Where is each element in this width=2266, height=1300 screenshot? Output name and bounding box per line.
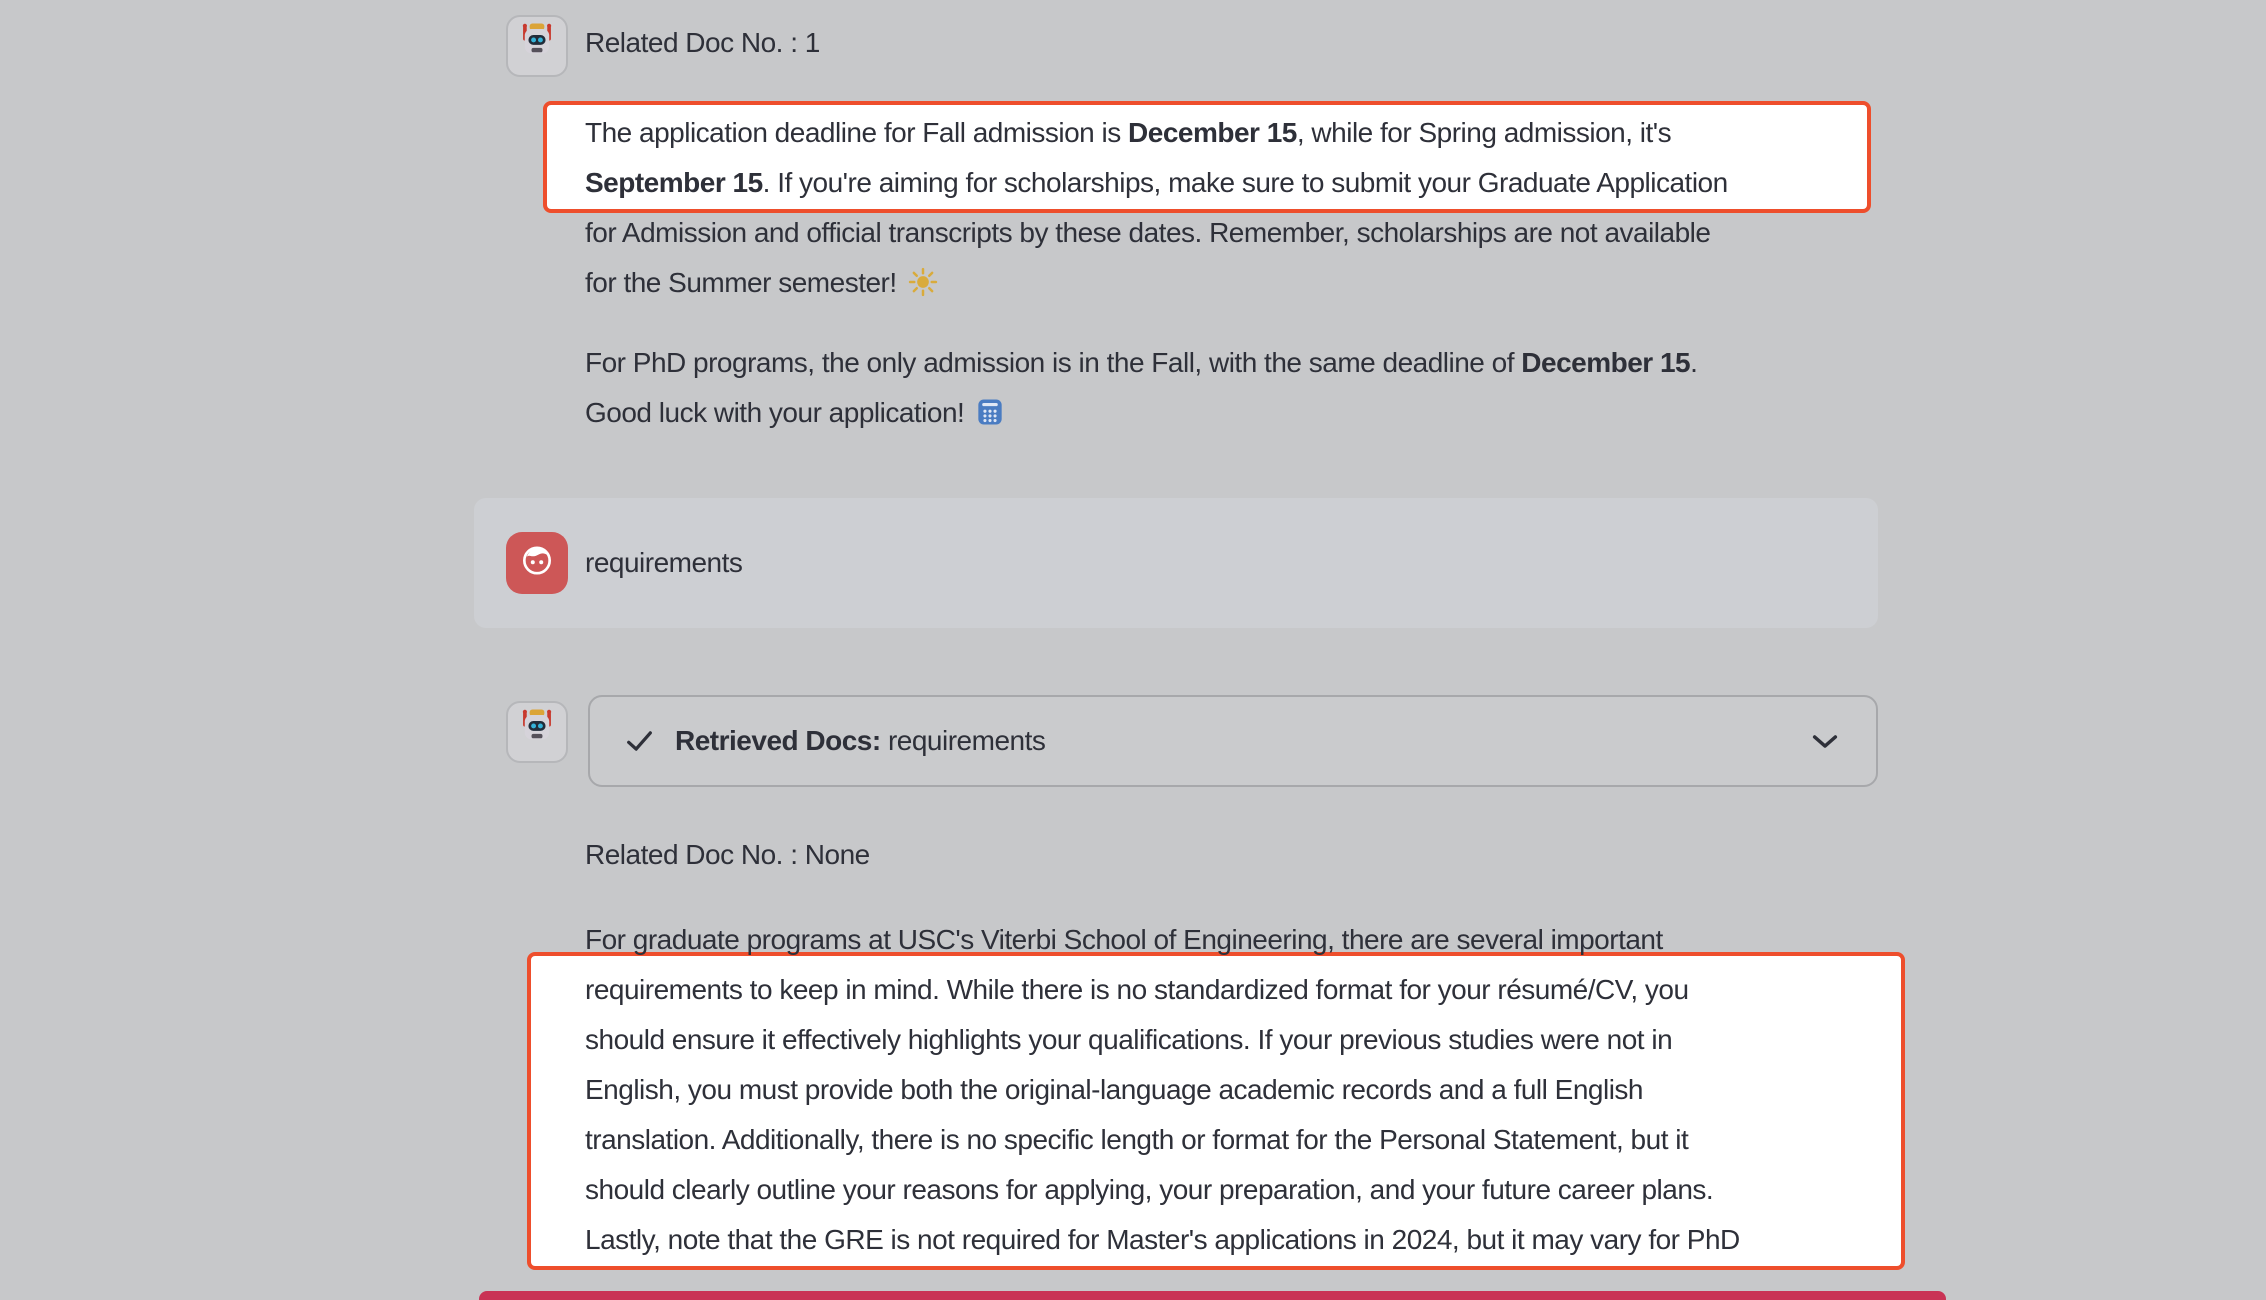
text-line: For graduate programs at USC's Viterbi School of Engineering, there are several important	[585, 924, 1663, 955]
text-line: Lastly, note that the GRE is not required for Master's applications in 2024, but it may vary for PhD	[585, 1224, 1740, 1255]
check-icon	[626, 730, 653, 752]
text-line: should clearly outline your reasons for applying, your preparation, and your future career plans.	[585, 1174, 1714, 1205]
sun-icon	[908, 263, 938, 313]
text-line: Good luck with your application!	[585, 388, 1004, 443]
user-face-icon	[517, 540, 557, 587]
calendar-icon	[976, 393, 1004, 443]
text-line: requirements to keep in mind. While there is no standardized format for your résumé/CV, you	[585, 974, 1689, 1005]
related-doc-note: Related Doc No. : None	[585, 839, 870, 870]
related-doc-note: Related Doc No. : 1	[585, 27, 820, 58]
expander-title	[675, 725, 1045, 757]
user-message-text: requirements	[585, 547, 743, 578]
expander-title-bold: Retrieved Docs:	[675, 725, 881, 756]
text-line: For PhD programs, the only admission is in the Fall, with the same deadline of December 15.	[585, 347, 1698, 378]
text-line: translation. Additionally, there is no specific length or format for the Personal Statement, but it	[585, 1124, 1689, 1155]
text-line: should ensure it effectively highlights your qualifications. If your previous studies were not in	[585, 1024, 1673, 1055]
user-avatar	[506, 532, 568, 594]
robot-icon	[515, 21, 559, 72]
robot-icon	[515, 707, 559, 758]
chevron-down-icon[interactable]	[1812, 734, 1838, 749]
text-line: September 15. If you're aiming for scholarships, make sure to submit your Graduate Application	[585, 167, 1728, 198]
retrieved-docs-expander[interactable]	[588, 695, 1878, 787]
assistant-avatar	[506, 15, 568, 77]
text-line: for Admission and official transcripts by these dates. Remember, scholarships are not available	[585, 217, 1711, 248]
assistant-avatar	[506, 701, 568, 763]
expander-title-value: requirements	[880, 725, 1046, 756]
text-line: English, you must provide both the original-language academic records and a full English	[585, 1074, 1643, 1105]
highlight-box-partial	[479, 1291, 1946, 1300]
text-line: for the Summer semester!	[585, 258, 938, 313]
text-line: The application deadline for Fall admission is December 15, while for Spring admission, it's	[585, 117, 1672, 148]
